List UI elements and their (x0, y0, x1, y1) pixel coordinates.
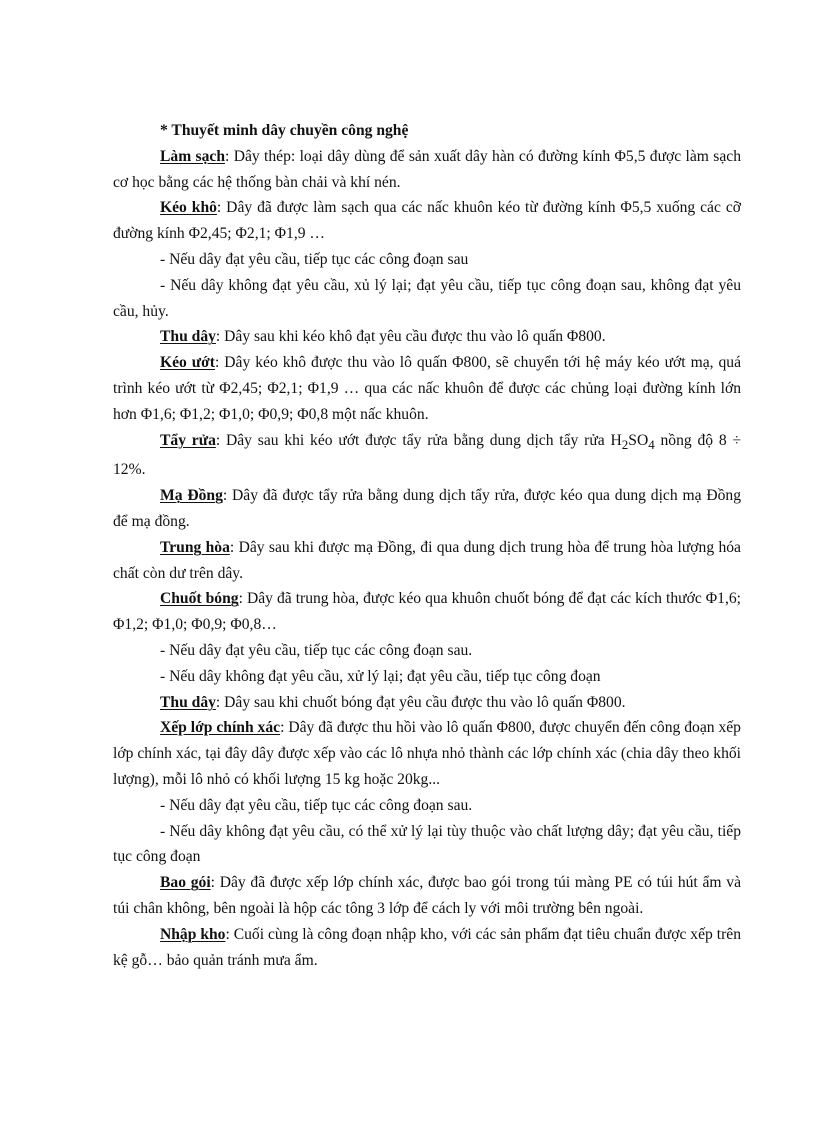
step-term: Kéo ướt (160, 354, 215, 372)
step-lam-sach (113, 144, 741, 196)
step-text: : Dây đã trung hòa, được kéo qua khuôn chuốt bóng để đạt các kích thước Φ1,6; Φ1,2; Φ1,0; Φ0,9; Φ0,8… (113, 590, 741, 634)
step-text: : Dây đã được xếp lớp chính xác, được bao gói trong túi màng PE có túi hút ẩm và túi chân không, bên ngoài là hộp các tông 3 lớp để cách ly với môi trường bên ngoài. (113, 874, 741, 918)
note-pass: - Nếu dây đạt yêu cầu, tiếp tục các công đoạn sau. (160, 642, 473, 660)
step-term: Kéo khô (160, 199, 217, 217)
step-xep-lop (113, 715, 741, 792)
step-chuot-bong (113, 586, 741, 638)
step-text: : Cuối cùng là công đoạn nhập kho, với các sản phẩm đạt tiêu chuẩn được xếp trên kệ gỗ… bảo quản tránh mưa ẩm. (113, 925, 741, 969)
note-pass: - Nếu dây đạt yêu cầu, tiếp tục các công đoạn sau. (160, 796, 473, 814)
step-text: : Dây đã được tẩy rửa bằng dung dịch tẩy rửa, được kéo qua dung dịch mạ Đồng để mạ đồng. (113, 487, 741, 531)
section-heading: * Thuyết minh dây chuyền công nghệ (160, 122, 409, 139)
step-text: : Dây sau khi chuốt bóng đạt yêu cầu được thu vào lô quấn Φ800. (215, 693, 626, 711)
step-text: SO (628, 431, 649, 449)
subscript: 4 (648, 436, 655, 452)
step-term: Tẩy rửa (160, 431, 216, 449)
step-term: Làm sạch (160, 147, 226, 165)
note-fail: - Nếu dây không đạt yêu cầu, xử lý lại; đạt yêu cầu, tiếp tục công đoạn (160, 667, 601, 685)
step-term: Chuốt bóng (160, 590, 239, 608)
step-text: : Dây sau khi kéo khô đạt yêu cầu được thu vào lô quấn Φ800. (215, 328, 606, 346)
step-term: Mạ Đồng (160, 487, 223, 505)
note-pass: - Nếu dây đạt yêu cầu, tiếp tục các công đoạn sau (160, 250, 469, 268)
step-term: Trung hòa (160, 538, 230, 556)
step-term: Xếp lớp chính xác (160, 719, 281, 737)
note-fail: - Nếu dây không đạt yêu cầu, xủ lý lại; đạt yêu cầu, tiếp tục công đoạn sau, không đạt yêu cầu, hủy. (113, 276, 741, 320)
step-term: Nhập kho (160, 925, 226, 943)
step-keo-kho (113, 195, 741, 247)
step-text: : Dây thép: loại dây dùng để sản xuất dây hàn có đường kính Φ5,5 được làm sạch cơ học bằng các hệ thống bàn chải và khí nén. (113, 147, 741, 191)
step-thu-day (113, 324, 741, 350)
step-text: : Dây sau khi được mạ Đồng, đi qua dung dịch trung hòa để trung hòa lượng hóa chất còn dư trên dây. (113, 538, 741, 582)
step-keo-uot (113, 350, 741, 427)
step-text: nồng độ 8 ÷ 12%. (113, 431, 741, 479)
step-term: Thu dây (160, 693, 216, 711)
step-text: : Dây sau khi kéo ướt được tẩy rửa bằng dung dịch tẩy rửa H (215, 431, 622, 449)
step-term: Thu dây (160, 328, 216, 346)
step-nhap-kho (113, 922, 741, 974)
step-tay-rua (113, 428, 741, 484)
subscript: 2 (621, 436, 629, 452)
step-trung-hoa (113, 535, 741, 587)
step-bao-goi (113, 870, 741, 922)
note-fail: - Nếu dây không đạt yêu cầu, có thể xử lý lại tùy thuộc vào chất lượng dây; đạt yêu cầu, tiếp tục công đoạn (113, 822, 741, 866)
step-ma-dong (113, 483, 741, 535)
step-text: : Dây kéo khô được thu vào lô quấn Φ800, sẽ chuyển tới hệ máy kéo ướt mạ, quá trình kéo ướt từ Φ2,45; Φ2,1; Φ1,9 … qua các nấc khuôn để được các chủng loại đường kính lớn hơn Φ1,6; Φ1,2; Φ1,0; Φ0,9; Φ0,8 một nấc khuôn. (113, 354, 741, 423)
step-term: Bao gói (160, 874, 211, 892)
step-text: : Dây đã được làm sạch qua các nấc khuôn kéo từ đường kính Φ5,5 xuống các cỡ đường kính Φ2,45; Φ2,1; Φ1,9 … (113, 199, 741, 243)
step-thu-day (113, 690, 741, 716)
step-text: : Dây đã được thu hồi vào lô quấn Φ800, được chuyển đến công đoạn xếp lớp chính xác, tại đây dây được xếp vào các lô nhựa nhỏ thành các lớp chính xác (chia dây theo khối lượng), mỗi lô nhỏ có khối lượng 15 kg hoặc 20kg... (113, 719, 741, 789)
